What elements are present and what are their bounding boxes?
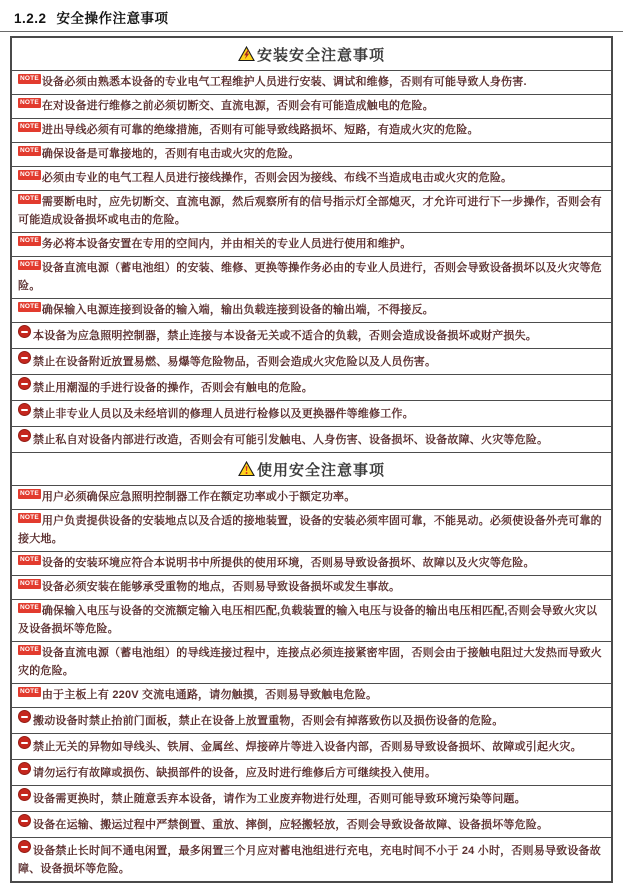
note-badge-icon: NOTE [20, 147, 39, 154]
safety-note-row [12, 684, 611, 708]
no-entry-bar [21, 742, 28, 745]
note-badge-icon: NOTE [20, 75, 39, 82]
note-badge-icon: NOTE [20, 195, 39, 202]
note-badge-icon: NOTE [20, 123, 39, 130]
warning-triangle-lightning-icon [238, 46, 255, 62]
safety-prohibit-row [12, 786, 611, 812]
note-badge-icon: NOTE [20, 556, 39, 563]
no-entry-bar [21, 820, 28, 823]
no-entry-icon [18, 736, 31, 749]
safety-note-row [12, 143, 611, 167]
safety-text: 禁止无关的异物如导线头、铁屑、金属丝、焊接碎片等进入设备内部，否则易导致设备损坏、故障或引起火灾。 [33, 741, 582, 753]
safety-text: 本设备为应急照明控制器，禁止连接与本设备无关或不适合的负载，否则会造成设备损坏或财产损失。 [33, 330, 537, 342]
section-header-install [12, 38, 611, 71]
no-entry-bar [21, 716, 28, 719]
safety-note-row [12, 600, 611, 642]
safety-text: 设备的安装环境应符合本说明书中所提供的使用环境，否则易导致设备损坏、故障以及火灾等危险。 [41, 557, 535, 569]
safety-text: 确保输入电压与设备的交流额定输入电压相匹配,负载装置的输入电压与设备的输出电压相匹配,否则会导致火灾以及设备损坏等危险。 [18, 605, 598, 635]
note-badge-icon: NOTE [20, 303, 39, 310]
note-badge-icon: NOTE [20, 237, 39, 244]
safety-text: 进出导线必须有可靠的绝缘措施，否则有可能导致线路损坏、短路，有造成火灾的危险。 [41, 124, 479, 136]
no-entry-bar [21, 383, 28, 386]
safety-note-row [12, 71, 611, 95]
warning-triangle-exclamation-icon [238, 461, 255, 477]
no-entry-bar [21, 435, 28, 438]
safety-text: 设备在运输、搬运过程中严禁倒置、重放、摔倒，应轻搬轻放，否则会导致设备故障、设备损坏等危险。 [33, 819, 549, 831]
safety-text: 禁止在设备附近放置易燃、易爆等危险物品，否则会造成火灾危险以及人员伤害。 [33, 356, 437, 368]
safety-text: 由于主板上有 220V 交流电通路，请勿触摸，否则易导致触电危险。 [41, 689, 378, 701]
safety-text: 用户负责提供设备的安装地点以及合适的接地装置，设备的安装必须牢固可靠，不能晃动。必须使设备外壳可靠的接大地。 [18, 515, 602, 545]
no-entry-bar [21, 794, 28, 797]
note-badge-icon: NOTE [20, 490, 39, 497]
safety-prohibit-row [12, 427, 611, 453]
no-entry-bar [21, 331, 28, 334]
safety-text: 请勿运行有故障或损伤、缺损部件的设备，应及时进行维修后方可继续投入使用。 [33, 767, 437, 779]
note-badge-icon: NOTE [20, 514, 39, 521]
safety-text: 设备必须安装在能够承受重物的地点，否则易导致设备损坏或发生事故。 [41, 581, 401, 593]
safety-text: 禁止私自对设备内部进行改造，否则会有可能引发触电、人身伤害、设备损坏、设备故障、火灾等危险。 [33, 434, 549, 446]
page-title [0, 0, 623, 27]
no-entry-icon [18, 762, 31, 775]
safety-note-row [12, 167, 611, 191]
safety-text: 设备禁止长时间不通电闲置，最多闲置三个月应对蓄电池组进行充电，充电时间不小于 24 小时，否则易导致设备故障、设备损坏等危险。 [18, 845, 601, 875]
safety-note-row [12, 642, 611, 684]
safety-text: 在对设备进行维修之前必须切断交、直流电源，否则会有可能造成触电的危险。 [41, 100, 434, 112]
safety-prohibit-row [12, 812, 611, 838]
safety-prohibit-row [12, 760, 611, 786]
safety-text: 用户必须确保应急照明控制器工作在额定功率或小于额定功率。 [41, 491, 356, 503]
no-entry-bar [21, 768, 28, 771]
no-entry-icon [18, 429, 31, 442]
note-badge-icon: NOTE [20, 171, 39, 178]
no-entry-bar [21, 846, 28, 849]
section-header-text: 使用安全注意事项 [256, 462, 385, 479]
safety-text: 需要断电时，应先切断交、直流电源，然后观察所有的信号指示灯全部熄灭，才允许可进行下一步操作，否则会有可能造成设备损坏或电击的危险。 [18, 196, 602, 226]
safety-text: 设备必须由熟悉本设备的专业电气工程维护人员进行安装、调试和维修，否则有可能导致人身伤害. [41, 76, 527, 88]
safety-prohibit-row [12, 323, 611, 349]
note-badge-icon: NOTE [20, 604, 39, 611]
note-badge-icon: NOTE [20, 99, 39, 106]
note-badge-icon: NOTE [20, 646, 39, 653]
safety-note-row [12, 552, 611, 576]
safety-note-row [12, 233, 611, 257]
safety-text: 确保设备是可靠接地的，否则有电击或火灾的危险。 [41, 148, 300, 160]
safety-prohibit-row [12, 708, 611, 734]
no-entry-bar [21, 357, 28, 360]
note-badge-icon: NOTE [20, 688, 39, 695]
title-divider [0, 31, 623, 32]
safety-prohibit-row [12, 838, 611, 881]
no-entry-icon [18, 325, 31, 338]
safety-note-row [12, 510, 611, 552]
safety-text: 务必将本设备安置在专用的空间内，并由相关的专业人员进行使用和维护。 [41, 238, 412, 250]
section-header-use [12, 453, 611, 486]
no-entry-icon [18, 840, 31, 853]
safety-text: 设备需更换时，禁止随意丢弃本设备，请作为工业废弃物进行处理，否则可能导致环境污染等问题。 [33, 793, 526, 805]
section-title-text: 安全操作注意事项 [56, 11, 169, 26]
safety-note-row [12, 119, 611, 143]
safety-prohibit-row [12, 401, 611, 427]
no-entry-icon [18, 710, 31, 723]
note-badge-icon: NOTE [20, 580, 39, 587]
safety-text: 禁止用潮湿的手进行设备的操作，否则会有触电的危险。 [33, 382, 313, 394]
safety-prohibit-row [12, 349, 611, 375]
no-entry-icon [18, 403, 31, 416]
safety-note-row [12, 299, 611, 323]
section-number: 1.2.2 [14, 11, 47, 26]
section-header-text: 安装安全注意事项 [256, 47, 385, 64]
safety-text: 设备直流电源（蓄电池组）的安装、维修、更换等操作务必由的专业人员进行，否则会导致设备损坏以及火灾等危险。 [18, 262, 602, 292]
safety-note-row [12, 95, 611, 119]
safety-text: 必须由专业的电气工程人员进行接线操作，否则会因为接线、布线不当造成电击或火灾的危险。 [41, 172, 513, 184]
safety-text: 禁止非专业人员以及未经培训的修理人员进行检修以及更换器件等维修工作。 [33, 408, 414, 420]
safety-prohibit-row [12, 375, 611, 401]
safety-note-row [12, 576, 611, 600]
no-entry-icon [18, 788, 31, 801]
no-entry-icon [18, 814, 31, 827]
safety-text: 确保输入电源连接到设备的输入端，输出负载连接到设备的输出端，不得接反。 [41, 304, 434, 316]
no-entry-icon [18, 377, 31, 390]
safety-note-row [12, 257, 611, 299]
no-entry-bar [21, 409, 28, 412]
safety-table [10, 36, 613, 883]
note-badge-icon: NOTE [20, 261, 39, 268]
safety-text: 设备直流电源（蓄电池组）的导线连接过程中，连接点必须连接紧密牢固，否则会由于接触电阻过大发热而导致火灾的危险。 [18, 647, 602, 677]
safety-note-row [12, 191, 611, 233]
safety-note-row [12, 486, 611, 510]
no-entry-icon [18, 351, 31, 364]
safety-prohibit-row [12, 734, 611, 760]
safety-text: 搬动设备时禁止抬前门面板，禁止在设备上放置重物，否则会有掉落致伤以及损伤设备的危险。 [33, 715, 504, 727]
